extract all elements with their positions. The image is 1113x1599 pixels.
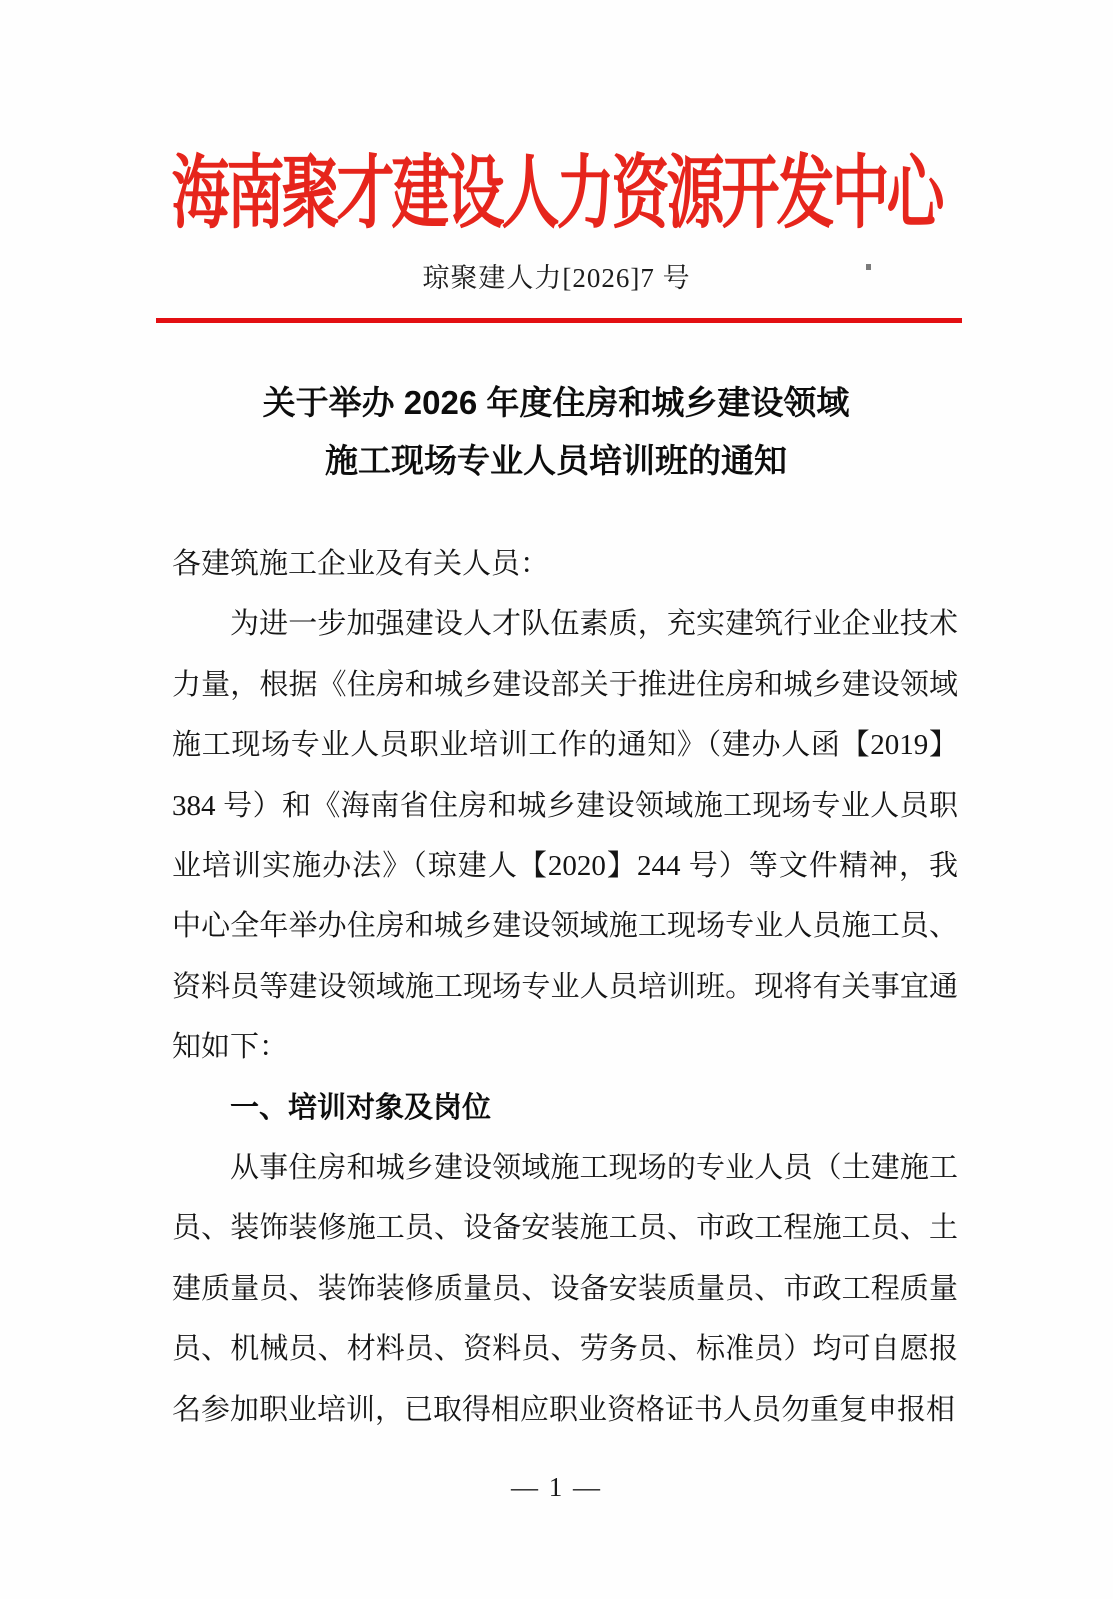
scan-artifact-speck [866,264,871,270]
document-title-line-1: 关于举办 2026 年度住房和城乡建设领域 [262,384,850,421]
document-title [156,374,956,490]
letterhead-red-rule [156,318,962,323]
document-body [172,534,958,1440]
document-number: 琼聚建人力[2026]7 号 [422,263,691,293]
salutation: 各建筑施工企业及有关人员： [172,548,550,580]
document-title-line-2: 施工现场专业人员培训班的通知 [325,442,787,479]
section-1-heading: 一、培训对象及岗位 [230,1091,492,1124]
page-number: — 1 — [511,1472,602,1502]
body-paragraph-1: 为进一步加强建设人才队伍素质，充实建筑行业企业技术力量，根据《住房和城乡建设部关于推进住房和城乡建设领域施工现场专业人员职业培训工作的通知》（建办人函【2019】384 号）和《海南省住房和城乡建设领域施工现场专业人员职业培训实施办法》（琼建人【2020】244 号）等文件精神，我中心全年举办住房和城乡建设领域施工现场专业人员施工员、资料员等建设领域施工现场专业人员培训班。现将有关事宜通知如下： [172,608,958,1064]
body-paragraph-2: 从事住房和城乡建设领域施工现场的专业人员（土建施工员、装饰装修施工员、设备安装施工员、市政工程施工员、土建质量员、装饰装修质量员、设备安装质量员、市政工程质量员、机械员、材料员、资料员、劳务员、标准员）均可自愿报名参加职业培训，已取得相应职业资格证书人员勿重复申报相 [172,1152,958,1426]
letterhead-org-name: 海南聚才建设人力资源开发中心 [171,148,942,239]
